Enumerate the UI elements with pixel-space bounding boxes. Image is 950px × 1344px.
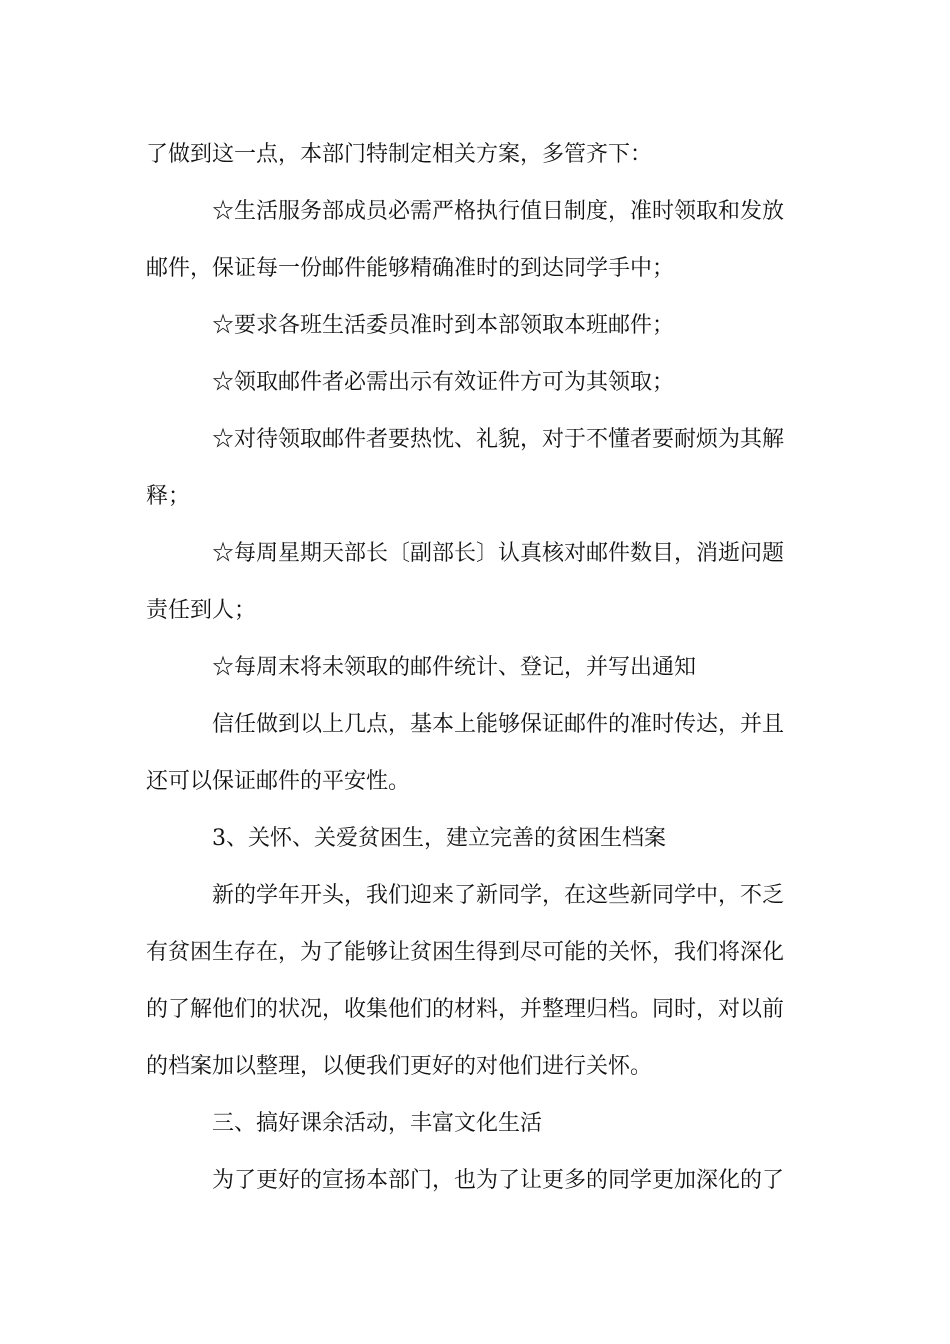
text-line: 为了更好的宣扬本部门，也为了让更多的同学更加深化的了 — [212, 1168, 785, 1193]
text-line: 3、关怀、关爱贫困生，建立完善的贫困生档案 — [212, 826, 666, 851]
text-line: ☆领取邮件者必需出示有效证件方可为其领取； — [212, 370, 675, 395]
text-line: 还可以保证邮件的平安性。 — [146, 769, 411, 794]
text-line: 信任做到以上几点，基本上能够保证邮件的准时传达，并且 — [212, 712, 785, 737]
text-line: ☆生活服务部成员必需严格执行值日制度，准时领取和发放 — [212, 199, 785, 224]
text-line: 新的学年开头，我们迎来了新同学，在这些新同学中，不乏 — [212, 883, 785, 908]
text-line: 的了解他们的状况，收集他们的材料，并整理归档。同时，对以前 — [146, 997, 785, 1022]
text-line: 三、搞好课余活动，丰富文化生活 — [212, 1111, 543, 1136]
text-line: ☆每周星期天部长〔副部长〕认真核对邮件数目，消逝问题 — [212, 541, 785, 566]
document-body — [146, 126, 806, 1209]
text-line: ☆每周末将未领取的邮件统计、登记，并写出通知 — [212, 655, 697, 680]
text-line: 责任到人； — [146, 598, 257, 623]
text-line: ☆要求各班生活委员准时到本部领取本班邮件； — [212, 313, 675, 338]
text-line: 有贫困生存在，为了能够让贫困生得到尽可能的关怀，我们将深化 — [146, 940, 785, 965]
text-line: 邮件，保证每一份邮件能够精确准时的到达同学手中； — [146, 256, 675, 281]
text-line: ☆对待领取邮件者要热忱、礼貌，对于不懂者要耐烦为其解 — [212, 427, 785, 452]
text-line: 的档案加以整理，以便我们更好的对他们进行关怀。 — [146, 1054, 653, 1079]
text-line: 了做到这一点，本部门特制定相关方案，多管齐下： — [146, 142, 653, 167]
text-line: 释； — [146, 484, 191, 509]
